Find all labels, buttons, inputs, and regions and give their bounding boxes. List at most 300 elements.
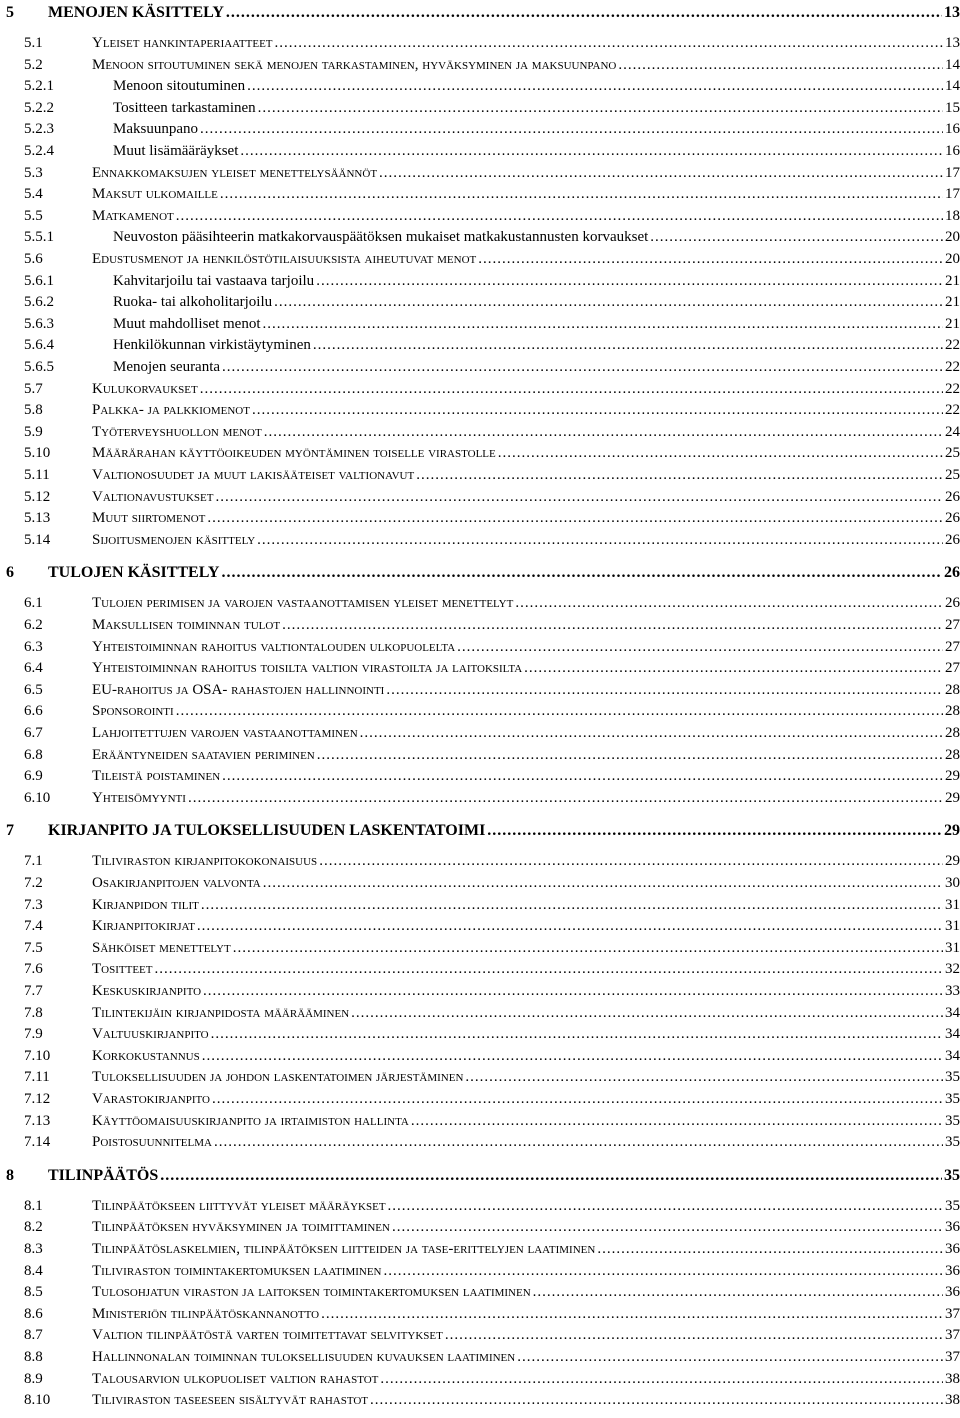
toc-entry-title-line	[92, 981, 960, 1001]
dot-leader	[392, 1217, 943, 1237]
toc-entry-label: Neuvoston pääsihteerin matkakorvauspäätöksen mukaiset matkakustannusten korvaukset	[113, 229, 649, 246]
toc-entry[interactable]	[0, 508, 960, 528]
dot-leader	[275, 33, 943, 53]
toc-entry-number: 5.6.2	[24, 294, 54, 311]
toc-entry[interactable]	[0, 400, 960, 420]
dot-leader	[498, 443, 943, 463]
toc-entry-label: Sijoitusmenojen käsittely	[92, 531, 256, 548]
toc-entry-page: 27	[945, 617, 960, 633]
toc-entry[interactable]	[0, 227, 960, 247]
toc-entry-title-line	[113, 227, 960, 247]
toc-entry-number: 5.1	[24, 35, 43, 51]
dot-leader	[197, 916, 943, 936]
dot-leader	[201, 895, 943, 915]
toc-entry-label: Tulosohjatun viraston ja laitoksen toimintakertomuksen laatiminen	[92, 1284, 531, 1301]
toc-entry-page: 26	[945, 531, 960, 548]
toc-entry-page: 26	[945, 595, 960, 612]
toc-entry-label: Muut mahdolliset menot	[113, 315, 261, 332]
toc-entry-number: 5.2.1	[24, 78, 54, 95]
toc-entry-title-line	[113, 98, 960, 118]
toc-entry-number: 7.2	[24, 875, 43, 891]
toc-entry-page: 37	[945, 1349, 960, 1365]
toc-entry-label: Ruoka- tai alkoholitarjoilu	[113, 294, 273, 311]
toc-entry[interactable]	[0, 357, 960, 377]
toc-entry-label: Korkokustannus	[92, 1047, 200, 1064]
toc-entry-number: 7.14	[24, 1134, 51, 1151]
toc-entry-page: 26	[945, 488, 960, 505]
dot-leader	[214, 1132, 943, 1152]
toc-entry[interactable]	[0, 766, 960, 786]
toc-entry-page: 18	[945, 207, 960, 224]
toc-entry-page: 29	[945, 853, 960, 870]
toc-entry-number: 8.10	[24, 1392, 51, 1409]
toc-entry-label: Menojen seuranta	[113, 359, 221, 375]
toc-entry-label: Varastokirjanpito	[92, 1091, 210, 1107]
toc-entry-page: 35	[945, 1112, 960, 1129]
toc-entry-label: Maksuunpano	[113, 121, 198, 138]
dot-leader	[263, 873, 943, 893]
toc-entry-label: Erääntyneiden saatavien periminen	[92, 746, 315, 763]
toc-entry-page: 21	[945, 315, 960, 332]
toc-entry-title-line	[113, 271, 960, 291]
toc-entry-title-line	[92, 249, 960, 269]
toc-entry-page: 21	[945, 272, 960, 289]
toc-entry[interactable]	[0, 938, 960, 958]
toc-entry[interactable]	[0, 33, 960, 53]
dot-leader	[282, 615, 943, 635]
dot-leader	[222, 766, 943, 786]
toc-entry-label: Talousarvion ulkopuoliset valtion rahastot	[92, 1370, 379, 1387]
dot-leader	[524, 658, 943, 678]
toc-entry-title-line	[92, 766, 960, 786]
dot-leader	[388, 1196, 943, 1216]
dot-leader	[252, 400, 943, 420]
toc-entry-number: 5.6	[24, 251, 43, 267]
toc-entry-number: 8.3	[24, 1241, 43, 1257]
toc-entry-title-line	[92, 1217, 960, 1237]
toc-entry-title-line	[92, 680, 960, 700]
dot-leader	[487, 821, 942, 841]
toc-entry-title-line	[92, 851, 960, 871]
dot-leader	[247, 76, 943, 96]
toc-entry[interactable]	[0, 271, 960, 291]
toc-entry-label: Tositteet	[92, 961, 153, 978]
toc-entry-page: 34	[945, 1004, 960, 1021]
toc-entry-number: 8.5	[24, 1284, 43, 1301]
toc-entry[interactable]	[0, 443, 960, 463]
toc-entry-title-line	[92, 33, 960, 53]
toc-entry[interactable]	[0, 1304, 960, 1324]
dot-leader	[202, 1046, 943, 1066]
toc-entry[interactable]	[0, 163, 960, 183]
toc-entry-number: 5.6.5	[24, 359, 54, 375]
toc-entry-label: Palkka- ja palkkiomenot	[92, 402, 250, 419]
toc-entry-label: Ministeriön tilinpäätöskannanotto	[92, 1305, 320, 1322]
toc-entry-label: Kulukorvaukset	[92, 380, 198, 397]
toc-entry-title-line	[113, 357, 960, 377]
toc-entry-title-line	[92, 1390, 960, 1410]
toc-entry-page: 14	[945, 78, 960, 95]
toc-entry[interactable]	[0, 1003, 960, 1023]
toc-entry-title-line	[92, 959, 960, 979]
toc-entry-page: 15	[945, 99, 960, 116]
toc-entry-number: 6.9	[24, 768, 43, 785]
toc-entry-page: 38	[945, 1370, 960, 1387]
toc-entry-title-line	[92, 1046, 960, 1066]
toc-entry-number: 5.2.4	[24, 143, 54, 159]
toc-entry-label: Yhteistoiminnan rahoitus valtiontalouden ulkopuolelta	[92, 638, 456, 655]
toc-entry-label: Tilinpäätöksen hyväksyminen ja toimittaminen	[92, 1219, 390, 1236]
toc-entry[interactable]	[0, 465, 960, 485]
toc-entry-number: 8.9	[24, 1370, 43, 1387]
toc-entry-title-line	[92, 938, 960, 958]
toc-entry-label: Tulojen perimisen ja varojen vastaanottamisen yleiset menettelyt	[92, 595, 514, 612]
toc-entry[interactable]	[0, 701, 960, 721]
toc-entry[interactable]	[0, 314, 960, 334]
toc-entry-number: 5.6.4	[24, 337, 54, 354]
toc-entry-label: EU-rahoitus ja OSA- rahastojen hallinnointi	[92, 681, 385, 698]
toc-entry-title-line	[92, 701, 960, 721]
toc-entry-label: Tiliviraston toimintakertomuksen laatiminen	[92, 1262, 382, 1279]
dot-leader	[257, 530, 943, 550]
dot-leader	[263, 314, 944, 334]
toc-entry-number: 7.6	[24, 961, 43, 978]
toc-entry[interactable]	[0, 206, 960, 226]
toc-entry-title-line	[48, 563, 960, 583]
toc-entry[interactable]	[0, 292, 960, 312]
toc-entry[interactable]	[0, 76, 960, 96]
toc-entry-page: 28	[945, 681, 960, 698]
toc-entry-number: 7.11	[24, 1069, 50, 1086]
toc-entry-label: Ennakkomaksujen yleiset menettelysäännöt	[92, 164, 378, 181]
toc-entry-title-line	[113, 76, 960, 96]
toc-entry[interactable]	[0, 335, 960, 355]
toc-entry-number: 7.1	[24, 853, 43, 870]
dot-leader	[533, 1282, 943, 1302]
toc-entry-label: Yleiset hankintaperiaatteet	[92, 35, 273, 51]
toc-entry-number: 5.13	[24, 510, 51, 527]
dot-leader	[618, 55, 943, 75]
toc-entry-number: 6	[6, 564, 14, 582]
toc-entry[interactable]	[0, 563, 960, 583]
toc-entry[interactable]	[0, 1046, 960, 1066]
toc-entry-number: 7.12	[24, 1091, 51, 1107]
toc-entry-label: Valtion tilinpäätöstä varten toimitettavat selvitykset	[92, 1327, 443, 1344]
toc-entry-title-line	[92, 1111, 960, 1131]
toc-entry-number: 5.7	[24, 380, 43, 397]
toc-entry-label: Henkilökunnan virkistäytyminen	[113, 337, 311, 354]
toc-entry-label: Kahvitarjoilu tai vastaava tarjoilu	[113, 272, 315, 289]
toc-entry[interactable]	[0, 1111, 960, 1131]
toc-entry[interactable]	[0, 1239, 960, 1259]
toc-entry-label: TILINPÄÄTÖS	[48, 1166, 159, 1184]
toc-entry-label: Tiliviraston kirjanpitokokonaisuus	[92, 853, 318, 870]
toc-entry[interactable]	[0, 184, 960, 204]
toc-entry[interactable]	[0, 1132, 960, 1152]
toc-entry-title-line	[92, 1024, 960, 1044]
toc-entry-label: Maksullisen toiminnan tulot	[92, 617, 281, 633]
toc-entry[interactable]	[0, 851, 960, 871]
toc-entry-label: Tuloksellisuuden ja johdon laskentatoimen järjestäminen	[92, 1069, 464, 1086]
toc-entry[interactable]	[0, 1196, 960, 1216]
toc-entry[interactable]	[0, 55, 960, 75]
toc-entry[interactable]	[0, 379, 960, 399]
toc-entry-number: 5.5	[24, 207, 43, 224]
toc-entry[interactable]	[0, 637, 960, 657]
toc-entry[interactable]	[0, 1325, 960, 1345]
toc-entry-title-line	[92, 637, 960, 657]
dot-leader	[380, 1369, 943, 1389]
toc-entry-label: Kirjanpitokirjat	[92, 918, 195, 935]
toc-entry-page: 22	[945, 359, 960, 375]
toc-entry-title-line	[92, 1369, 960, 1389]
toc-entry[interactable]	[0, 1369, 960, 1389]
toc-entry-page: 33	[945, 983, 960, 999]
toc-entry-title-line	[92, 1132, 960, 1152]
toc-entry[interactable]	[0, 1067, 960, 1087]
toc-entry[interactable]	[0, 530, 960, 550]
toc-entry-page: 36	[945, 1219, 960, 1236]
toc-entry-page: 25	[945, 467, 960, 483]
dot-leader	[515, 593, 943, 613]
toc-entry[interactable]	[0, 959, 960, 979]
dot-leader	[597, 1239, 943, 1259]
dot-leader	[207, 508, 943, 528]
toc-entry[interactable]	[0, 821, 960, 841]
toc-entry-title-line	[92, 55, 960, 75]
toc-entry-number: 5.12	[24, 488, 51, 505]
toc-entry-title-line	[92, 1282, 960, 1302]
toc-entry-page: 26	[945, 510, 960, 527]
toc-entry-title-line	[92, 593, 960, 613]
toc-entry-title-line	[92, 745, 960, 765]
toc-entry-label: Tilintekijäin kirjanpidosta määrääminen	[92, 1004, 350, 1021]
toc-entry-title-line	[92, 163, 960, 183]
dot-leader	[233, 938, 943, 958]
toc-entry-number: 6.5	[24, 681, 43, 698]
toc-entry-title-line	[48, 3, 960, 23]
toc-entry-label: Lahjoitettujen varojen vastaanottaminen	[92, 725, 358, 741]
dot-leader	[313, 335, 943, 355]
toc-entry-title-line	[48, 821, 960, 841]
toc-entry-page: 31	[945, 918, 960, 935]
toc-entry-page: 22	[945, 380, 960, 397]
dot-leader	[517, 1347, 943, 1367]
toc-entry-label: Yhteistoiminnan rahoitus toisilta valtion virastoilta ja laitoksilta	[92, 660, 523, 677]
dot-leader	[226, 3, 942, 23]
dot-leader	[221, 563, 942, 583]
toc-entry[interactable]	[0, 745, 960, 765]
toc-entry[interactable]	[0, 422, 960, 442]
toc-entry-title-line	[92, 422, 960, 442]
toc-entry-label: Poistosuunnitelma	[92, 1134, 212, 1151]
toc-entry-title-line	[92, 530, 960, 550]
toc-entry[interactable]	[0, 249, 960, 269]
toc-entry[interactable]	[0, 788, 960, 808]
toc-entry-title-line	[113, 119, 960, 139]
toc-entry-page: 36	[945, 1262, 960, 1279]
dot-leader	[386, 680, 943, 700]
toc-entry-page: 28	[945, 703, 960, 720]
toc-entry-label: Tileistä poistaminen	[92, 768, 221, 785]
toc-entry[interactable]	[0, 723, 960, 743]
toc-entry-number: 8.2	[24, 1219, 43, 1236]
toc-entry-page: 25	[945, 445, 960, 462]
dot-leader	[154, 959, 943, 979]
toc-entry-page: 35	[944, 1166, 960, 1184]
toc-entry-title-line	[92, 895, 960, 915]
dot-leader	[264, 422, 943, 442]
dot-leader	[457, 637, 943, 657]
toc-entry-title-line	[92, 400, 960, 420]
toc-entry-number: 6.8	[24, 746, 43, 763]
toc-entry-number: 8.6	[24, 1305, 43, 1322]
toc-entry[interactable]	[0, 1282, 960, 1302]
toc-entry-label: Muut lisämääräykset	[113, 143, 239, 159]
toc-entry-page: 34	[945, 1026, 960, 1043]
dot-leader	[220, 184, 943, 204]
toc-entry-page: 35	[945, 1091, 960, 1107]
toc-entry-number: 7.13	[24, 1112, 51, 1129]
toc-entry[interactable]	[0, 658, 960, 678]
toc-entry[interactable]	[0, 916, 960, 936]
toc-entry-page: 29	[944, 822, 960, 840]
toc-entry[interactable]	[0, 873, 960, 893]
toc-entry[interactable]	[0, 1024, 960, 1044]
toc-entry-page: 35	[945, 1134, 960, 1151]
dot-leader	[200, 119, 943, 139]
toc-entry-page: 35	[945, 1197, 960, 1214]
toc-entry-title-line	[92, 1304, 960, 1324]
toc-entry-label: Osakirjanpitojen valvonta	[92, 875, 261, 891]
toc-entry-label: Tilinpäätöslaskelmien, tilinpäätöksen liitteiden ja tase-erittelyjen laatiminen	[92, 1241, 596, 1257]
toc-entry-title-line	[113, 141, 960, 161]
toc-entry[interactable]	[0, 119, 960, 139]
toc-entry-number: 7.7	[24, 983, 43, 999]
toc-entry-page: 21	[945, 294, 960, 311]
toc-entry-number: 5.3	[24, 164, 43, 181]
toc-entry-page: 37	[945, 1327, 960, 1344]
toc-entry-page: 36	[945, 1284, 960, 1301]
toc-entry-title-line	[92, 788, 960, 808]
toc-entry-number: 7.9	[24, 1026, 43, 1043]
toc-entry[interactable]	[0, 981, 960, 1001]
toc-entry-number: 5.8	[24, 402, 43, 419]
toc-entry-page: 28	[945, 725, 960, 741]
toc-entry-number: 8	[6, 1166, 14, 1184]
toc-entry-page: 31	[945, 896, 960, 913]
toc-entry[interactable]	[0, 1166, 960, 1186]
dot-leader	[274, 292, 943, 312]
toc-entry-page: 14	[945, 56, 960, 73]
dot-leader	[445, 1325, 943, 1345]
toc-entry-page: 37	[945, 1305, 960, 1322]
toc-entry-label: Muut siirtomenot	[92, 510, 206, 527]
toc-entry-number: 7.5	[24, 939, 43, 956]
toc-entry-page: 27	[945, 660, 960, 677]
toc-entry-page: 22	[945, 402, 960, 419]
toc-entry-page: 22	[945, 337, 960, 354]
toc-entry-number: 7	[6, 822, 14, 840]
toc-entry-number: 7.3	[24, 896, 43, 913]
toc-entry[interactable]	[0, 3, 960, 23]
toc-entry-label: Työterveyshuollon menot	[92, 423, 262, 440]
toc-entry-number: 6.6	[24, 703, 43, 720]
dot-leader	[176, 701, 943, 721]
toc-entry-page: 20	[945, 229, 960, 246]
dot-leader	[212, 1089, 943, 1109]
toc-entry-label: Sähköiset menettelyt	[92, 939, 231, 956]
toc-entry-number: 6.2	[24, 617, 43, 633]
toc-entry-title-line	[92, 508, 960, 528]
toc-entry-number: 6.4	[24, 660, 43, 677]
toc-entry[interactable]	[0, 1347, 960, 1367]
toc-entry-page: 30	[945, 875, 960, 891]
toc-entry-title-line	[92, 1347, 960, 1367]
toc-entry-number: 5.4	[24, 186, 43, 203]
toc-entry-page: 13	[944, 4, 960, 21]
toc-entry-title-line	[92, 184, 960, 204]
toc-entry-label: KIRJANPITO JA TULOKSELLISUUDEN LASKENTATOIMI	[48, 822, 486, 840]
toc-entry[interactable]	[0, 98, 960, 118]
toc-entry-page: 35	[945, 1069, 960, 1086]
dot-leader	[650, 227, 943, 247]
toc-entry-number: 5.2	[24, 56, 43, 73]
dot-leader	[160, 1166, 942, 1186]
toc-entry-number: 5.6.3	[24, 315, 54, 332]
toc-entry-title-line	[92, 1067, 960, 1087]
dot-leader	[215, 487, 943, 507]
toc-entry-page: 29	[945, 768, 960, 785]
toc-entry-page: 17	[945, 164, 960, 181]
toc-entry-label: Tositteen tarkastaminen	[113, 99, 256, 116]
toc-entry-number: 5.14	[24, 531, 51, 548]
toc-entry[interactable]	[0, 1390, 960, 1410]
toc-entry-number: 5.2.2	[24, 99, 54, 116]
toc-entry-title-line	[92, 206, 960, 226]
toc-entry-title-line	[92, 487, 960, 507]
toc-entry-page: 26	[944, 564, 960, 582]
toc-entry[interactable]	[0, 1089, 960, 1109]
toc-entry[interactable]	[0, 895, 960, 915]
toc-entry[interactable]	[0, 487, 960, 507]
toc-entry-label: Yhteisömyynti	[92, 789, 186, 806]
toc-entry-number: 6.7	[24, 725, 43, 741]
dot-leader	[411, 1111, 943, 1131]
toc-entry-title-line	[113, 292, 960, 312]
toc-entry[interactable]	[0, 680, 960, 700]
toc-entry-number: 5.6.1	[24, 272, 54, 289]
toc-entry-number: 5	[6, 4, 14, 21]
toc-entry-label: Kirjanpidon tilit	[92, 896, 199, 913]
toc-entry-page: 36	[945, 1241, 960, 1257]
toc-entry-label: Valtionosuudet ja muut lakisääteiset valtionavut	[92, 467, 415, 483]
toc-entry[interactable]	[0, 1217, 960, 1237]
toc-entry-label: TULOJEN KÄSITTELY	[48, 564, 220, 582]
dot-leader	[321, 1304, 943, 1324]
dot-leader	[319, 851, 943, 871]
toc-entry[interactable]	[0, 593, 960, 613]
toc-entry-label: Tiliviraston taseeseen sisältyvät rahastot	[92, 1392, 369, 1409]
toc-entry[interactable]	[0, 615, 960, 635]
toc-entry-number: 8.1	[24, 1197, 43, 1214]
toc-entry[interactable]	[0, 141, 960, 161]
toc-entry-page: 16	[945, 121, 960, 138]
toc-entry-number: 6.1	[24, 595, 43, 612]
toc-entry-number: 7.10	[24, 1047, 51, 1064]
toc-entry[interactable]	[0, 1261, 960, 1281]
toc-entry-number: 5.5.1	[24, 229, 54, 246]
